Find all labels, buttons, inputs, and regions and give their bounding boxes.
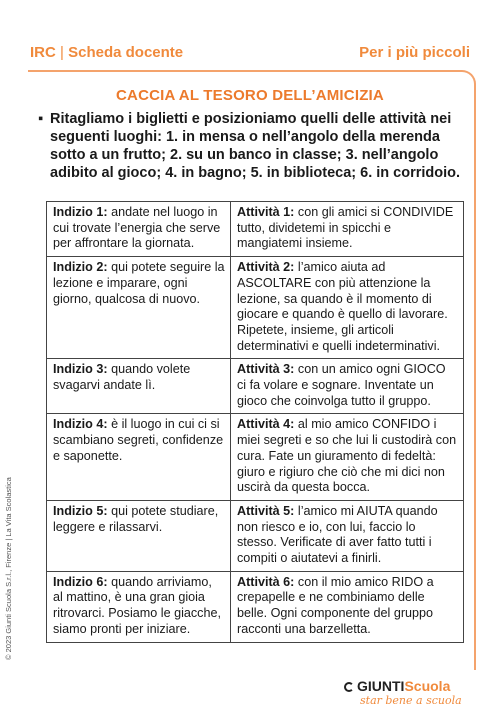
activity-label: Attività 2: xyxy=(237,260,295,275)
activity-cell xyxy=(231,414,464,501)
clue-cell xyxy=(47,202,231,257)
clue-cell xyxy=(47,414,231,501)
clue-label: Indizio 3: xyxy=(53,362,108,377)
activity-label: Attività 5: xyxy=(237,503,295,518)
header-audience: Per i più piccoli xyxy=(359,44,470,61)
clue-label: Indizio 6: xyxy=(53,574,108,589)
activity-text: con un amico ogni GIOCO ci fa volare e sognare. Inventate un gioco che coinvolga tutto il gruppo. xyxy=(237,362,446,408)
header-subject: IRC xyxy=(30,44,56,61)
activity-label: Attività 3: xyxy=(237,362,295,377)
clue-label: Indizio 2: xyxy=(53,260,108,275)
activity-cell xyxy=(231,202,464,257)
table-row xyxy=(47,414,464,501)
table-row xyxy=(47,571,464,642)
activity-cell xyxy=(231,500,464,571)
table-row xyxy=(47,500,464,571)
clue-text: quando arriviamo, al mattino, è una gran gioia ritrovarci. Posiamo le giacche, siamo pronti per iniziare. xyxy=(53,574,221,636)
header-separator: | xyxy=(60,44,64,61)
activity-label: Attività 1: xyxy=(237,205,295,219)
clue-text: qui potete seguire la lezione e imparare, ogni giorno, qualcosa di nuovo. xyxy=(53,260,225,306)
clue-label: Indizio 4: xyxy=(53,417,108,432)
header-sheet-type: Scheda docente xyxy=(68,44,184,61)
logo-slogan: star bene a scuola xyxy=(360,694,462,707)
clue-label: Indizio 5: xyxy=(53,503,108,518)
bullet-icon: ▪ xyxy=(38,111,44,127)
copyright-notice xyxy=(4,470,14,660)
giunti-logo-icon xyxy=(344,682,354,692)
header-left xyxy=(30,44,183,61)
activity-label: Attività 4: xyxy=(237,417,295,432)
clue-text: quando volete svagarvi andate lì. xyxy=(53,362,191,393)
activity-cell xyxy=(231,359,464,414)
clues-table xyxy=(46,201,464,643)
activity-cell xyxy=(231,571,464,642)
clue-cell xyxy=(47,257,231,359)
page-title: CACCIA AL TESORO DELL’AMICIZIA xyxy=(116,87,384,104)
clue-text: è il luogo in cui ci si scambiano segreti, confidenze e saponette. xyxy=(53,417,224,463)
activity-text: con gli amici si CONDIVIDE tutto, dividetemi in spicchi e mangiatemi insieme. xyxy=(237,205,454,251)
activity-text: l’amico aiuta ad ASCOLTARE con più attenzione la lezione, sa quando è il momento di giocare e quando è quello di lavorare. Ripetete, insieme, gli articoli determinativi e quelli indeterminativi. xyxy=(237,260,448,353)
activity-text: con il mio amico RIDO a crepapelle e ne combiniamo delle belle. Ogni componente del gruppo racconti una barzelletta. xyxy=(237,574,434,636)
intro-text: Ritagliamo i biglietti e posizioniamo quelli delle attività nei seguenti luoghi: 1. in mensa o nell’angolo della merenda sotto a un frutto; 2. su un banco in classe; 3. nell’angolo adibito al gioco; 4. in bagno; 5. in biblioteca; 6. in corridoio. xyxy=(50,111,461,181)
clue-cell xyxy=(47,359,231,414)
page-header xyxy=(30,44,470,64)
activity-text: al mio amico CONFIDO i miei segreti e so che lui li custodirà con cura. Fate un giuramento di fedeltà: giuro e rigiuro che ciò che mi dici non uscirà da questa bocca. xyxy=(237,417,457,495)
clue-label: Indizio 1: xyxy=(53,205,108,219)
activity-label: Attività 6: xyxy=(237,574,295,589)
copyright-text: © 2023 Giunti Scuola S.r.l., Firenze | La Vita Scolastica xyxy=(4,477,13,660)
table-row xyxy=(47,202,464,257)
intro-paragraph xyxy=(38,110,470,182)
activity-cell xyxy=(231,257,464,359)
clue-cell xyxy=(47,500,231,571)
table-row xyxy=(47,359,464,414)
table-row xyxy=(47,257,464,359)
logo-brand-suffix: Scuola xyxy=(404,678,451,694)
activity-text: l’amico mi AIUTA quando non riesco e io, con lui, faccio lo stesso. Verificate di aver fatto tutti i compiti o aiutatevi a finirli. xyxy=(237,503,438,566)
clue-text: qui potete studiare, leggere e rilassarvi. xyxy=(53,503,219,534)
logo-brand-name: GIUNTI xyxy=(357,678,405,694)
clue-cell xyxy=(47,571,231,642)
clue-text: andate nel luogo in cui trovate l’energia che serve per affrontare la giornata. xyxy=(53,205,221,251)
